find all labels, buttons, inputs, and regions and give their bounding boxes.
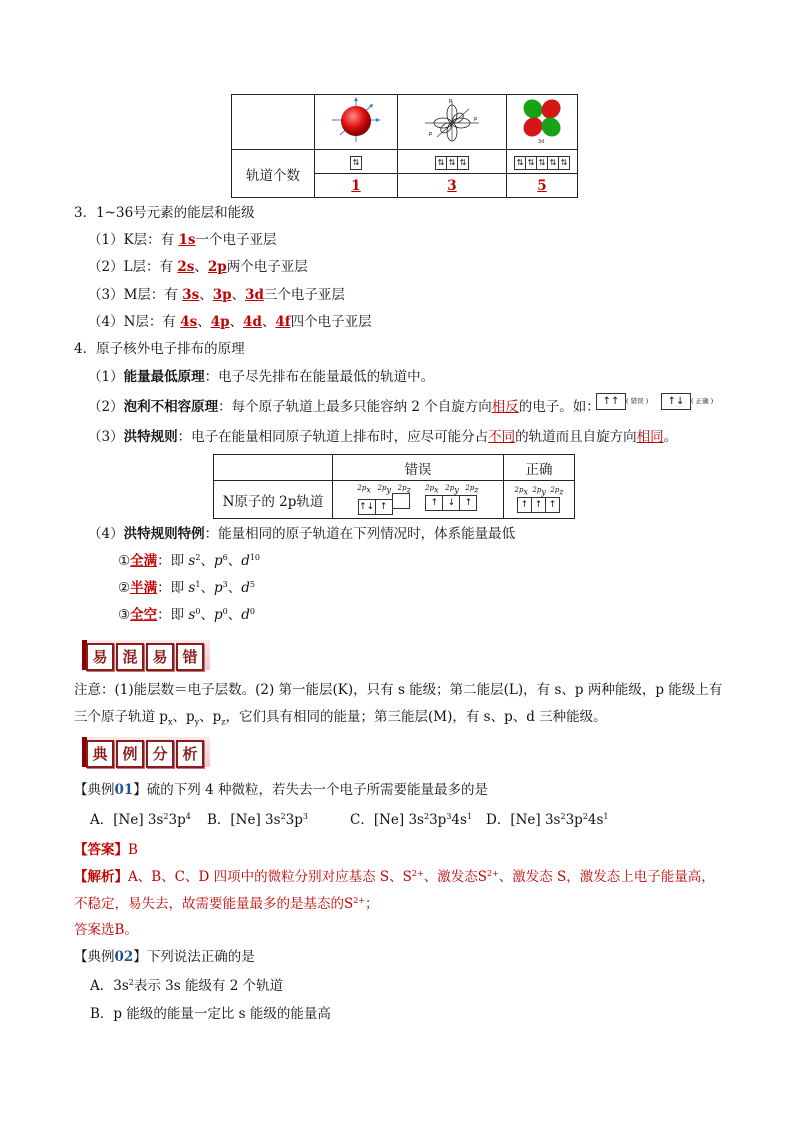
s-orbital-count: 1 [315, 174, 398, 198]
d-orbital-count: 5 [507, 174, 578, 198]
example01-answer: 【答案】B [74, 842, 138, 858]
half-filled-line: ②半满：即 $s^1$、$p^3$、$d^5$ [118, 580, 255, 596]
banner-char: 易 [86, 643, 114, 671]
p-orbital-box: ⇅ [446, 156, 458, 170]
example01-analysis-1: 【解析】A、B、C、D 四项中的微粒分别对应基态 S、$S^{2+}$、激发态$S^{2+}$、激发态 S，激发态上电子能量高， [74, 869, 715, 885]
p-orbital-lobes-icon [417, 95, 487, 145]
d-orbital-cloverleaf-icon [517, 95, 567, 145]
p-box-cell [398, 150, 507, 174]
easy-mistake-banner [82, 640, 210, 670]
orbital-cell: ↑ [545, 497, 560, 513]
d-orbital-box: ⇅ [558, 156, 570, 170]
py-axis-label: p [474, 116, 478, 122]
banner-char: 分 [146, 740, 174, 768]
l-shell-line: （2）L层：有 2s、2p两个电子亚层 [88, 259, 308, 275]
orbital-cell: ↑ [459, 495, 477, 511]
hund-exception-line: （4）洪特规则特例：能量相同的原子轨道在下列情况时，体系能量最低 [88, 526, 516, 542]
hund-rule-line: （3）洪特规则：电子在能量相同原子轨道上排布时，应尽可能分占不同的轨道而且自旋方向相同。 [88, 429, 678, 445]
k-shell-line: （1）K层：有 1s一个电子亚层 [88, 232, 277, 248]
d-orbital-box: ⇅ [525, 156, 537, 170]
pauli-principle-line: （2）泡利不相容原理：每个原子轨道上最多只能容纳 2 个自旋方向相反的电子。如： [88, 399, 600, 415]
s-orbital-cell [315, 95, 398, 150]
hund-empty-header [214, 455, 333, 481]
orbital-cell: ↑ [425, 495, 443, 511]
orbital-cell: ↑↓ [358, 499, 376, 515]
s-box-cell [315, 150, 398, 174]
p-orbital-cell [398, 95, 507, 150]
banner-char: 错 [176, 643, 204, 671]
d-orbital-box: ⇅ [514, 156, 526, 170]
pauli-wrong-box: ↑↑ [596, 393, 626, 410]
wrong-config-2: $2p_x$ $2p_y$ $2p_z$ ↑ ↓ ↑ [425, 484, 478, 511]
d-orbital-box: ⇅ [536, 156, 548, 170]
example-analysis-banner [82, 737, 210, 767]
hund-wrong-cell [333, 481, 504, 519]
wrong-config-1: $2p_x$ $2p_y$ $2p_z$ ↑↓ ↑ [357, 484, 410, 515]
banner-char: 例 [116, 740, 144, 768]
empty-line: ③全空：即 $s^0$、$p^0$、$d^0$ [118, 607, 255, 623]
note-line-1: 注意：(1)能层数＝电子层数。(2) 第一能层(K)，只有 s 能级；第二能层(L)，有 s、p 两种能级，p 能级上有 [74, 682, 723, 698]
hund-wrong-header: 错误 [333, 455, 504, 481]
banner-char: 典 [86, 740, 114, 768]
right-config: $2p_x$ $2p_y$ $2p_z$ ↑ ↑ ↑ [515, 486, 564, 513]
m-shell-line: （3）M层：有 3s、3p、3d三个电子亚层 [88, 287, 345, 303]
px-axis-label: p [429, 131, 433, 137]
pauli-right-box: ↑↓ [661, 393, 691, 410]
full-filled-line: ①全满：即 $s^2$、$p^6$、$d^{10}$ [118, 553, 261, 569]
example02-option-b[interactable]: B．p 能级的能量一定比 s 能级的能量高 [90, 1006, 331, 1022]
d-orbital-box: ⇅ [547, 156, 559, 170]
d-box-cell [507, 150, 578, 174]
hund-right-header: 正确 [504, 455, 575, 481]
orbital-cell: ↓ [442, 495, 460, 511]
option-b[interactable]: B．[Ne] $3s^23p^3$ [207, 812, 308, 828]
empty-header-cell [232, 95, 315, 150]
d-orbital-cell [507, 95, 578, 150]
n-shell-line: （4）N层：有 4s、4p、4d、4f四个电子亚层 [88, 314, 372, 330]
banner-char: 混 [116, 643, 144, 671]
example01-question: 【典例01】硫的下列 4 种微粒，若失去一个电子所需要能量最多的是 [74, 782, 488, 798]
aufbau-principle-line: （1）能量最低原理：电子尽先排布在能量最低的轨道中。 [88, 369, 435, 385]
hund-rule-table [213, 454, 575, 519]
section3-heading: 3．1~36号元素的能层和能级 [74, 205, 255, 221]
pauli-wrong-note: ( 错误 ) [626, 397, 649, 405]
p-orbital-box: ⇅ [435, 156, 447, 170]
orbital-cell: ↑ [531, 497, 546, 513]
orbital-count-label: 轨道个数 [232, 150, 315, 198]
d-orbital-label: 3d [538, 139, 545, 145]
s-orbital-box: ⇅ [350, 156, 362, 170]
option-a[interactable]: A．[Ne] $3s^23p^4$ [90, 812, 191, 828]
example02-option-a[interactable]: A．$3s^2$表示 3s 能级有 2 个轨道 [90, 978, 284, 994]
hund-right-cell [504, 481, 575, 519]
orbital-cell: ↑ [517, 497, 532, 513]
example01-analysis-2: 不稳定，易失去，故需要能量最多的是基态的$S^{2+}$； [74, 896, 379, 912]
example02-question: 【典例02】下列说法正确的是 [74, 949, 255, 965]
orbital-shape-table [231, 94, 578, 198]
note-line-2: 三个原子轨道 $p_x$、$p_y$、$p_z$，它们具有相同的能量；第三能层(M)，有 s、p、d 三种能级。 [74, 709, 607, 727]
p-orbital-count: 3 [398, 174, 507, 198]
p-orbital-box: ⇅ [457, 156, 469, 170]
orbital-cell [392, 493, 410, 509]
option-c[interactable]: C．[Ne] $3s^23p^34s^1$ [350, 812, 473, 828]
s-orbital-sphere-icon [326, 95, 386, 145]
orbital-cell: ↑ [375, 499, 393, 515]
section4-heading: 4．原子核外电子排布的原理 [74, 341, 245, 357]
pauli-right-note: ( 正确 ) [691, 397, 714, 405]
hund-row-label: N原子的 2p轨道 [214, 481, 333, 519]
example01-conclusion: 答案选B。 [74, 922, 138, 938]
pz-axis-label: p [449, 98, 453, 104]
banner-char: 析 [176, 740, 204, 768]
option-d[interactable]: D．[Ne] $3s^23p^24s^1$ [486, 812, 609, 828]
banner-char: 易 [146, 643, 174, 671]
